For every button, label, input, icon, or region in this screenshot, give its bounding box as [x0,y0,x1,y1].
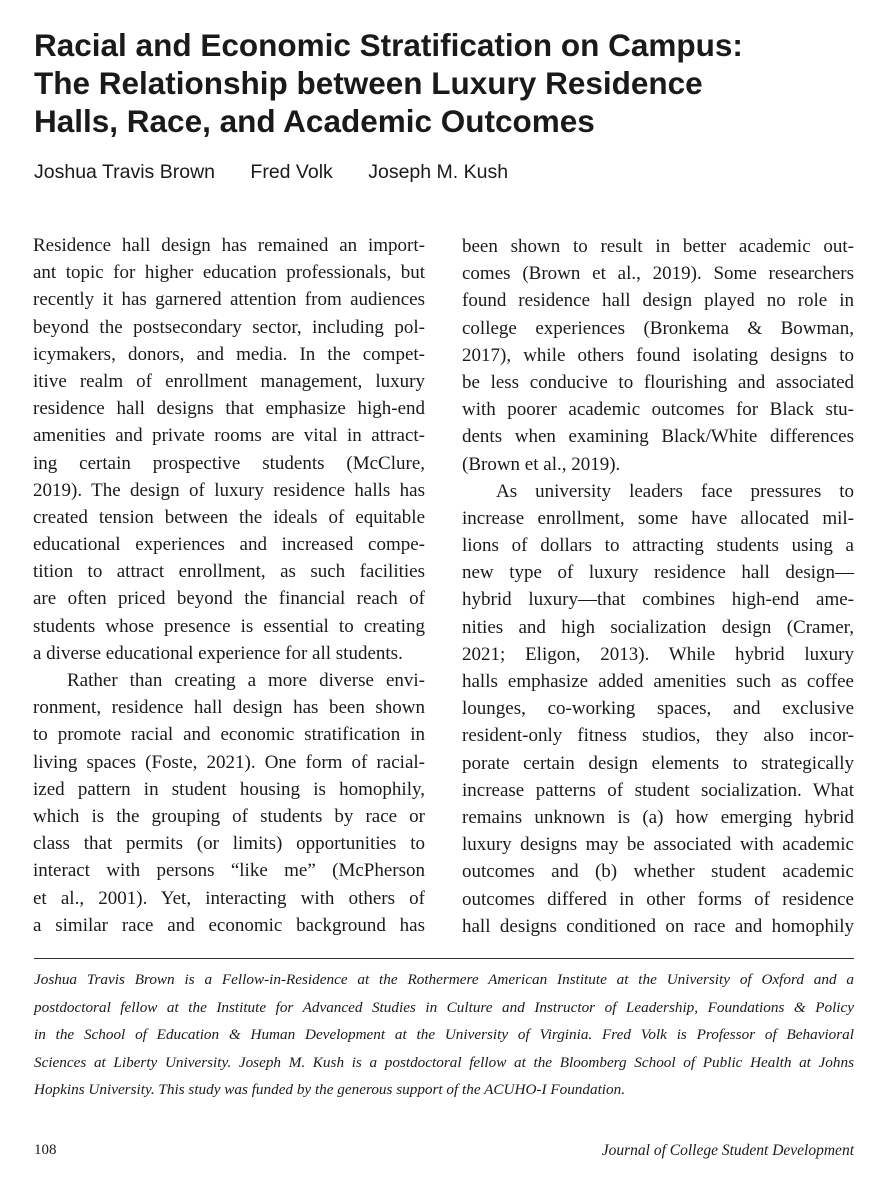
text-line: dents when examining Black/White differences [462,426,854,448]
text-line: comes (Brown et al., 2019). Some researchers [462,263,854,285]
article-title [34,26,864,140]
page-number: 108 [34,1142,57,1158]
text-line: educational experiences and increased compe- [33,534,425,556]
text-line: found residence hall design played no role in [462,290,854,312]
text-line: college experiences (Bronkema & Bowman, [462,317,854,339]
text-line: Rather than creating a more diverse envi- [67,670,425,691]
text-line: increase patterns of student socialization. What [462,779,854,801]
text-line: (Brown et al., 2019). [462,453,621,475]
text-line: As university leaders face pressures to [496,480,854,502]
text-line: a diverse educational experience for all students. [33,642,403,664]
footnote-line: in the School of Education & Human Development at the University of Virginia. Fred Volk is Professor of Behavioral [34,1026,854,1043]
text-line: resident-only fitness studios, they also incor- [462,725,854,747]
text-line: nities and high socialization design (Cramer, [462,616,854,638]
text-line: 2019). The design of luxury residence halls has [33,479,425,501]
text-line: itive realm of enrollment management, luxury [33,370,425,392]
text-line: icymakers, donors, and media. In the compet- [33,343,425,365]
title-line: Racial and Economic Stratification on Campus: [34,27,743,63]
footnote-divider [34,958,854,959]
text-line: ing certain prospective students (McClure, [33,452,425,474]
text-line: luxury designs may be associated with academic [462,834,854,856]
text-line: created tension between the ideals of equitable [33,506,425,528]
text-line: lions of dollars to attracting students using a [462,535,854,557]
text-line: recently it has garnered attention from audiences [33,289,425,311]
text-line: et al., 2001). Yet, interacting with others of [33,887,425,909]
journal-name: Journal of College Student Development [601,1142,854,1159]
text-line: class that permits (or limits) opportunities to [33,833,425,855]
text-line: hybrid luxury—that combines high-end ame- [462,589,854,611]
text-line: new type of luxury residence hall design— [462,562,854,584]
title-line: The Relationship between Luxury Residence [34,65,703,101]
text-line: interact with persons “like me” (McPherson [33,860,425,882]
text-line: Residence hall design has remained an import- [33,235,425,256]
footnote-line: postdoctoral fellow at the Institute for Advanced Studies in Culture and Instructor of Leadership, Foundations & Policy [34,998,854,1016]
text-line: which is the grouping of students by race or [33,805,425,827]
footnote-line: Hopkins University. This study was funded by the generous support of the ACUHO-I Foundation. [34,1081,626,1098]
text-line: ized pattern in student housing is homophily, [33,778,425,800]
body-column-right [462,233,854,940]
author-name: Joshua Travis Brown [34,161,215,183]
footnote-line: Sciences at Liberty University. Joseph M. Kush is a postdoctoral fellow at the Bloomberg School of Public Health at Johns [34,1053,854,1071]
text-line: beyond the postsecondary sector, including pol- [33,316,425,338]
text-line: a similar race and economic background has [33,914,425,936]
text-line: to promote racial and economic stratification in [33,724,425,746]
text-line: halls emphasize added amenities such as coffee [462,671,854,692]
author-footnote [34,966,854,1104]
text-line: with poorer academic outcomes for Black stu- [462,399,854,421]
text-line: 2021; Eligon, 2013). While hybrid luxury [462,643,854,665]
text-line: lounges, co-working spaces, and exclusive [462,698,854,720]
text-line: outcomes differed in other forms of residence [462,888,854,910]
text-line: ant topic for higher education professionals, but [33,262,425,284]
text-line: are often priced beyond the financial reach of [33,588,425,610]
text-line: increase enrollment, some have allocated mil- [462,507,854,529]
text-line: hall designs conditioned on race and homophily [462,915,854,937]
text-line: living spaces (Foste, 2021). One form of racial- [33,751,425,773]
body-column-left [33,232,425,939]
author-name: Fred Volk [250,161,333,183]
text-line: remains unknown is (a) how emerging hybrid [462,806,854,828]
text-line: porate certain design elements to strategically [462,752,854,774]
text-line: outcomes and (b) whether student academic [462,861,854,883]
text-line: be less conducive to flourishing and associated [462,371,854,393]
text-line: ronment, residence hall design has been shown [33,697,425,719]
text-line: tition to attract enrollment, as such facilities [33,561,425,583]
author-list [34,160,538,184]
text-line: 2017), while others found isolating designs to [462,344,854,366]
author-name: Joseph M. Kush [368,161,509,183]
text-line: been shown to result in better academic out- [462,236,854,257]
footnote-line: Joshua Travis Brown is a Fellow-in-Residence at the Rothermere American Institute at the University of Oxford and a [34,971,854,988]
text-line: amenities and private rooms are vital in attract- [33,425,425,447]
title-line: Halls, Race, and Academic Outcomes [34,103,595,139]
text-line: residence hall designs that emphasize high-end [33,398,425,420]
text-line: students whose presence is essential to creating [33,615,425,637]
